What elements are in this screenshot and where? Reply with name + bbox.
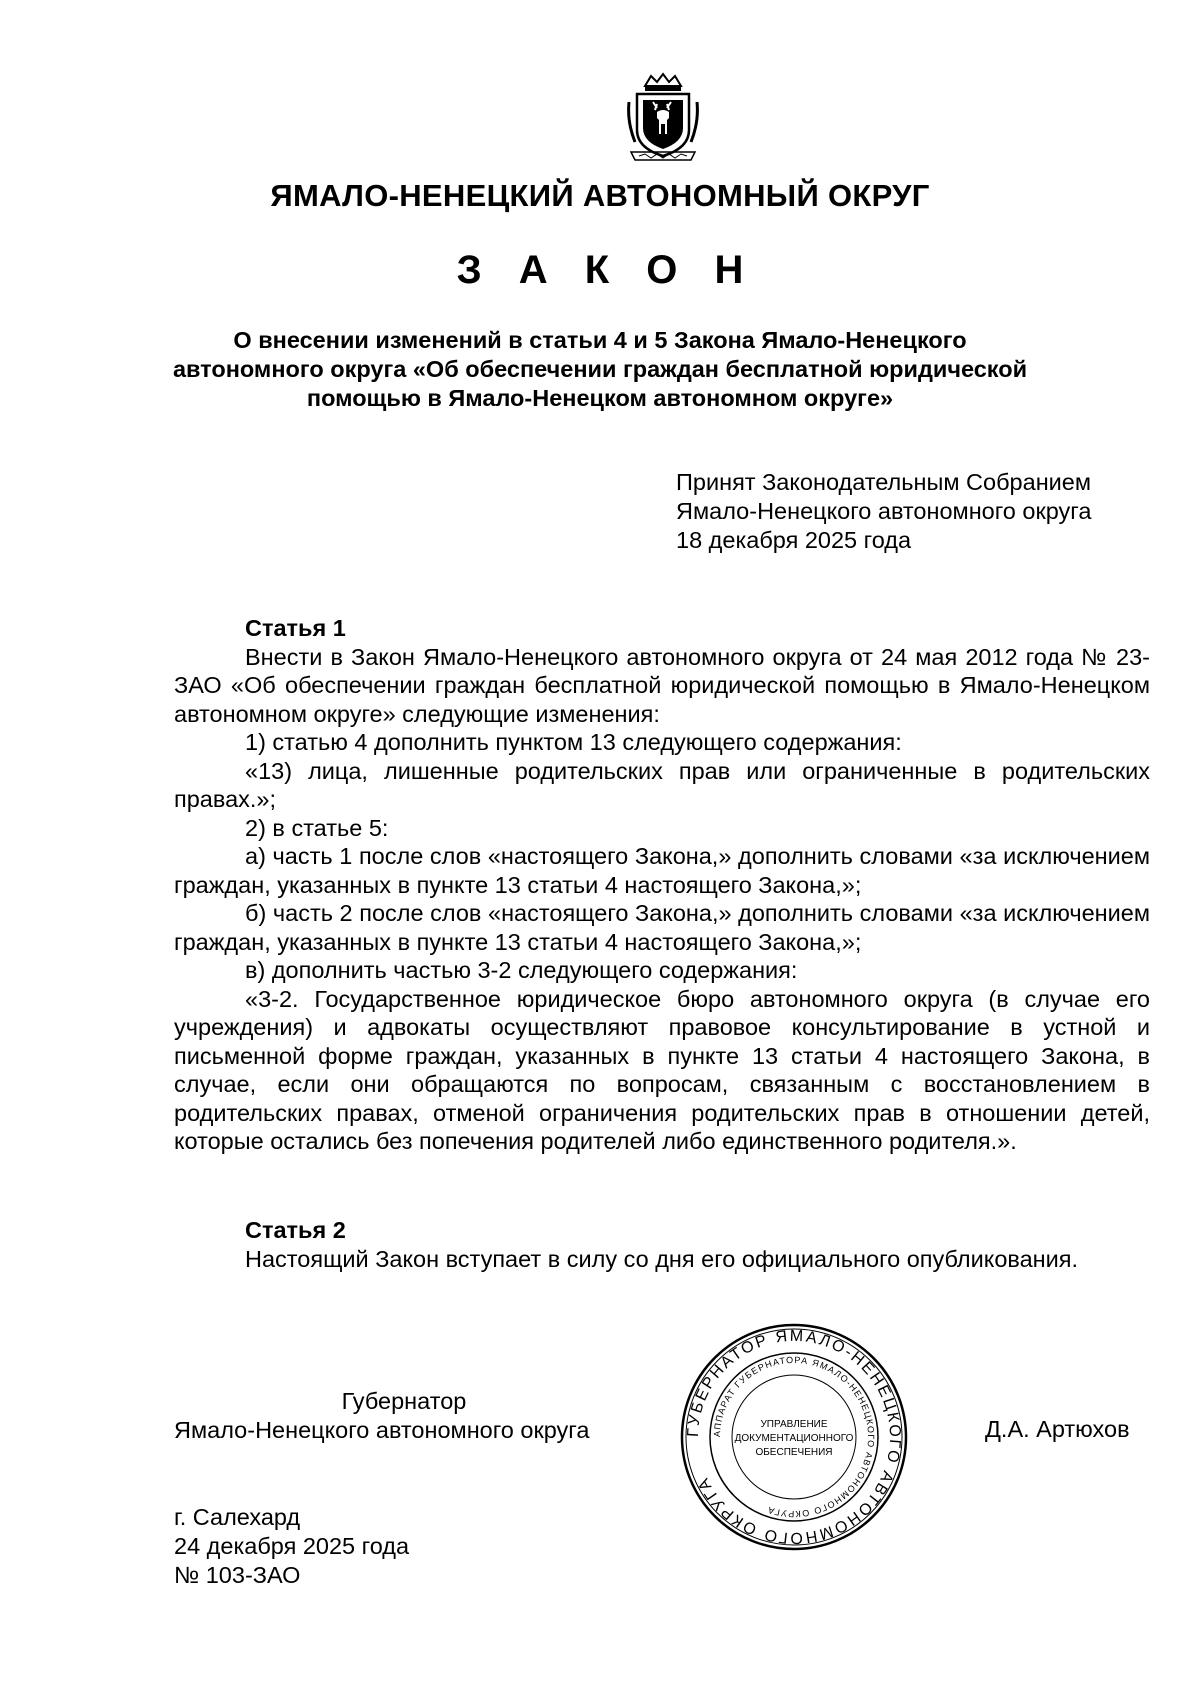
signatory-title [174, 1387, 634, 1445]
subject-line: О внесении изменений в статьи 4 и 5 Закона Ямало-Ненецкого [233, 327, 967, 353]
coat-of-arms-emblem [623, 72, 703, 162]
official-seal-stamp [679, 1322, 909, 1552]
stamp-inner-text: АППАРАТ ГУБЕРНАТОРА ЯМАЛО-НЕНЕЦКОГО АВТОНОМНОГО ОКРУГА [711, 1354, 877, 1520]
article-paragraph: «13) лица, лишенные родительских прав или ограниченные в родительских правах.»; [174, 757, 1150, 812]
city: г. Салехард [174, 1504, 301, 1530]
article-paragraph: «3-2. Государственное юридическое бюро автономного округа (в случае его учреждения) и адвокаты осуществляют правовое консультирование в устной и письменной форме граждан, указанных в пункте 13 статьи 4 настоящего Закона, в случае, если они обращаются по вопросам, связанным с восстановлением в родительских правах, отменой ограничения родительских прав в отношении детей, которые остались без попечения родителей либо единственного родителя.». [174, 985, 1150, 1154]
stamp-center-line: ОБЕСПЕЧЕНИЯ [755, 1447, 833, 1458]
law-number: № 103-ЗАО [174, 1562, 301, 1588]
governor-label: Губернатор [341, 1388, 467, 1414]
region-title: ЯМАЛО-НЕНЕЦКИЙ АВТОНОМНЫЙ ОКРУГ [270, 178, 930, 213]
article-heading: Статья 2 [245, 1217, 346, 1243]
article-paragraph: Внести в Закон Ямало-Ненецкого автономного округа от 24 мая 2012 года № 23-ЗАО «Об обеспечении граждан бесплатной юридической помощью в Ямало-Ненецком автономном округе» следующие изменения: [174, 643, 1150, 727]
article-heading: Статья 1 [245, 615, 346, 641]
adoption-info [676, 468, 1176, 555]
signing-date: 24 декабря 2025 года [174, 1533, 410, 1559]
article-paragraph: в) дополнить частью 3-2 следующего содержания: [245, 957, 798, 983]
article-paragraph: б) часть 2 после слов «настоящего Закона,» дополнить словами «за исключением граждан, указанных в пункте 13 статьи 4 настоящего Закона,»; [174, 900, 1150, 955]
article-2 [174, 1216, 1150, 1273]
article-1 [174, 614, 1150, 1156]
article-paragraph: 2) в статье 5: [245, 814, 389, 841]
adoption-date: 18 декабря 2025 года [676, 527, 912, 553]
adoption-line: Принят Законодательным Собранием [676, 469, 1092, 495]
document-type-title: З А К О Н [456, 248, 757, 292]
stamp-outer-text: ГУБЕРНАТОР ЯМАЛО-НЕНЕЦКОГО АВТОНОМНОГО ОКРУГА [684, 1327, 904, 1547]
law-subject [150, 326, 1050, 413]
article-paragraph: 1) статью 4 дополнить пунктом 13 следующего содержания: [245, 729, 902, 755]
adoption-line: Ямало-Ненецкого автономного округа [676, 498, 1092, 524]
place-date-number [174, 1503, 409, 1590]
subject-line: помощью в Ямало-Ненецком автономном округе» [306, 385, 894, 411]
stamp-center-line: УПРАВЛЕНИЕ [760, 1419, 828, 1430]
governor-region: Ямало-Ненецкого автономного округа [174, 1417, 590, 1443]
article-paragraph: а) часть 1 после слов «настоящего Закона,» дополнить словами «за исключением граждан, указанных в пункте 13 статьи 4 настоящего Закона,»; [174, 843, 1150, 898]
article-paragraph: Настоящий Закон вступает в силу со дня его официального опубликования. [245, 1245, 1079, 1272]
signatory-name: Д.А. Артюхов [985, 1416, 1130, 1442]
subject-line: автономного округа «Об обеспечении граждан бесплатной юридической [172, 356, 1028, 382]
stamp-center-line: ДОКУМЕНТАЦИОННОГО [734, 1433, 854, 1444]
